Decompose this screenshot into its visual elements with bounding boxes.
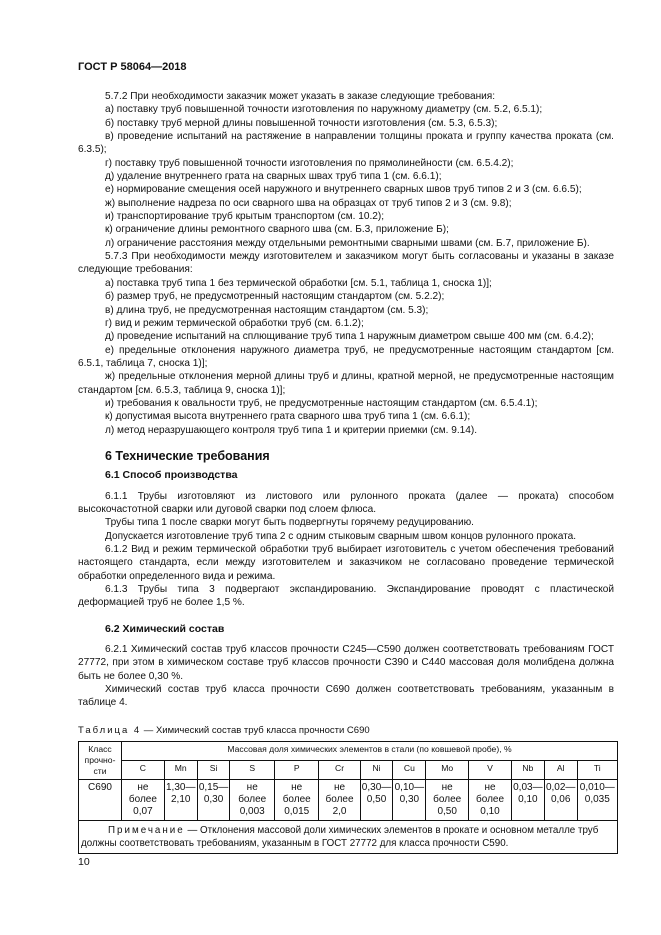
paragraph: Трубы типа 1 после сварки могут быть подвергнуты горячему редуцированию.	[105, 517, 474, 529]
element-header: Al	[544, 761, 577, 780]
table-caption: Таблица 4 — Химический состав труб класса прочности С690	[78, 724, 370, 736]
paragraph: б) поставку труб мерной длины повышенной точности изготовления (см. 5.3, 6.5.3);	[105, 117, 498, 129]
table-note: Примечание — Отклонения массовой доли химических элементов в прокате и основном металле труб должны соответствовать требованиям, указанным в ГОСТ 27772 для класса прочности С590.	[79, 821, 618, 854]
paragraph: а) поставка труб типа 1 без термической обработки [см. 5.1, таблица 1, сноска 1)];	[105, 277, 492, 289]
document-header: ГОСТ Р 58064—2018	[78, 61, 187, 73]
element-header: V	[469, 761, 512, 780]
subsection-heading: 6.2 Химический состав	[105, 622, 225, 635]
paragraph: е) нормирование смещения осей наружного и внутреннего сварных швов труб типов 2 и 3 (см. 6.6.5);	[105, 184, 582, 196]
paragraph: 6.1.1 Трубы изготовляют из листового или рулонного проката (далее — проката) способом высокочастотной сварки или дуговой сварки под слоем флюса.	[78, 490, 614, 515]
paragraph: 6.2.1 Химический состав труб классов прочности С245—С590 должен соответствовать требованиям ГОСТ 27772, при этом в химическом составе труб классов прочности С390 и С440 массовая доля молибдена должна быть не более 0,30 %.	[78, 644, 614, 682]
paragraph: д) проведение испытаний на сплющивание труб типа 1 наружным диаметром свыше 400 мм (см. 6.4.2);	[105, 331, 594, 343]
element-value: не более 0,003	[230, 780, 274, 821]
page-number: 10	[78, 856, 90, 868]
paragraph: Химический состав труб класса прочности С690 должен соответствовать требованиям, указанным в таблице 4.	[78, 684, 614, 709]
paragraph: 5.7.2 При необходимости заказчик может указать в заказе следующие требования:	[105, 91, 496, 102]
element-value: не более 0,015	[274, 780, 318, 821]
row-class: С690	[79, 780, 122, 821]
element-header: Nb	[511, 761, 544, 780]
class-header: Класс прочно-сти	[79, 742, 122, 780]
element-header: P	[274, 761, 318, 780]
element-value: не более 0,50	[426, 780, 469, 821]
paragraph: к) допустимая высота внутреннего грата сварного шва труб типа 1 (см. 6.6.1);	[105, 411, 471, 423]
paragraph: в) проведение испытаний на растяжение в направлении толщины проката и группу качества проката (см. 6.3.5);	[78, 131, 614, 156]
element-value: 0,15— 0,30	[197, 780, 230, 821]
paragraph: к) ограничение длины ремонтного сварного шва (см. Б.3, приложение Б);	[105, 224, 449, 236]
paragraph: б) размер труб, не предусмотренный настоящим стандартом (см. 5.2.2);	[105, 291, 445, 303]
chemical-composition-table	[78, 741, 618, 854]
paragraph: и) транспортирование труб крытым транспортом (см. 10.2);	[105, 211, 385, 223]
paragraph: л) метод неразрушающего контроля труб типа 1 и критерии приемки (см. 9.14).	[105, 424, 478, 436]
document-body	[78, 90, 614, 854]
element-header: S	[230, 761, 274, 780]
paragraph: Допускается изготовление труб типа 2 с одним стыковым сварным швом концов рулонного проката.	[105, 530, 577, 542]
paragraph: 5.7.3 При необходимости между изготовителем и заказчиком могут быть согласованы и указаны в заказе следующие требования:	[78, 251, 614, 276]
section-6-2-paragraphs	[78, 643, 614, 710]
subsection-heading: 6.1 Способ производства	[105, 469, 238, 482]
element-header: Mo	[426, 761, 469, 780]
paragraph: ж) выполнение надреза по оси сварного шва на образцах от труб типов 2 и 3 (см. 9.8);	[105, 197, 512, 209]
paragraph: е) предельные отклонения наружного диаметра труб, не предусмотренные настоящим стандартом [см. 6.5.1, таблица 7, сноска 1)];	[78, 344, 614, 369]
element-header: Cr	[319, 761, 360, 780]
paragraph: 6.1.3 Трубы типа 3 подвергают экспандированию. Экспандирование проводят с пластической деформацией труб не более 1,5 %.	[78, 584, 614, 609]
paragraph: г) вид и режим термической обработки труб (см. 6.1.2);	[105, 317, 364, 329]
paragraph: и) требования к овальности труб, не предусмотренные настоящим стандартом (см. 6.5.4.1);	[105, 397, 538, 409]
element-value: 0,03— 0,10	[511, 780, 544, 821]
element-value: не более 0,10	[469, 780, 512, 821]
element-header: Mn	[164, 761, 197, 780]
element-value: 0,30— 0,50	[360, 780, 393, 821]
element-header: Ni	[360, 761, 393, 780]
element-header: Si	[197, 761, 230, 780]
element-value: не более 2,0	[319, 780, 360, 821]
element-value: 0,010— 0,035	[577, 780, 617, 821]
paragraph: г) поставку труб повышенной точности изготовления по прямолинейности (см. 6.5.4.2);	[105, 157, 514, 169]
paragraph: л) ограничение расстояния между отдельными ремонтными сварными швами (см. Б.7, приложение Б).	[105, 237, 590, 249]
element-value: 0,10— 0,30	[393, 780, 426, 821]
group-header: Массовая доля химических элементов в стали (по ковшевой пробе), %	[122, 742, 618, 761]
paragraph: в) длина труб, не предусмотренная настоящим стандартом (см. 5.3);	[105, 304, 429, 316]
paragraph: 6.1.2 Вид и режим термической обработки труб выбирает изготовитель с учетом обеспечения требований настоящего стандарта, если между изготовителем и заказчиком не согласовано проведение термической обработки определенного вида и режима.	[78, 544, 614, 582]
paragraph: ж) предельные отклонения мерной длины труб и длины, кратной мерной, не предусмотренные настоящим стандартом [см. 6.5.3, таблица 9, сноска 1)];	[78, 371, 614, 396]
paragraph: д) удаление внутреннего грата на сварных швах труб типа 1 (см. 6.6.1);	[105, 171, 442, 183]
element-value: 0,02— 0,06	[544, 780, 577, 821]
section-5-7-paragraphs	[78, 90, 614, 437]
element-value: не более 0,07	[122, 780, 165, 821]
element-header: Ti	[577, 761, 617, 780]
element-header: Cu	[393, 761, 426, 780]
section-6-1-paragraphs	[78, 490, 614, 610]
section-heading: 6 Технические требования	[105, 448, 270, 463]
paragraph: а) поставку труб повышенной точности изготовления по наружному диаметру (см. 5.2, 6.5.1);	[105, 104, 543, 116]
element-value: 1,30— 2,10	[164, 780, 197, 821]
element-header: C	[122, 761, 165, 780]
